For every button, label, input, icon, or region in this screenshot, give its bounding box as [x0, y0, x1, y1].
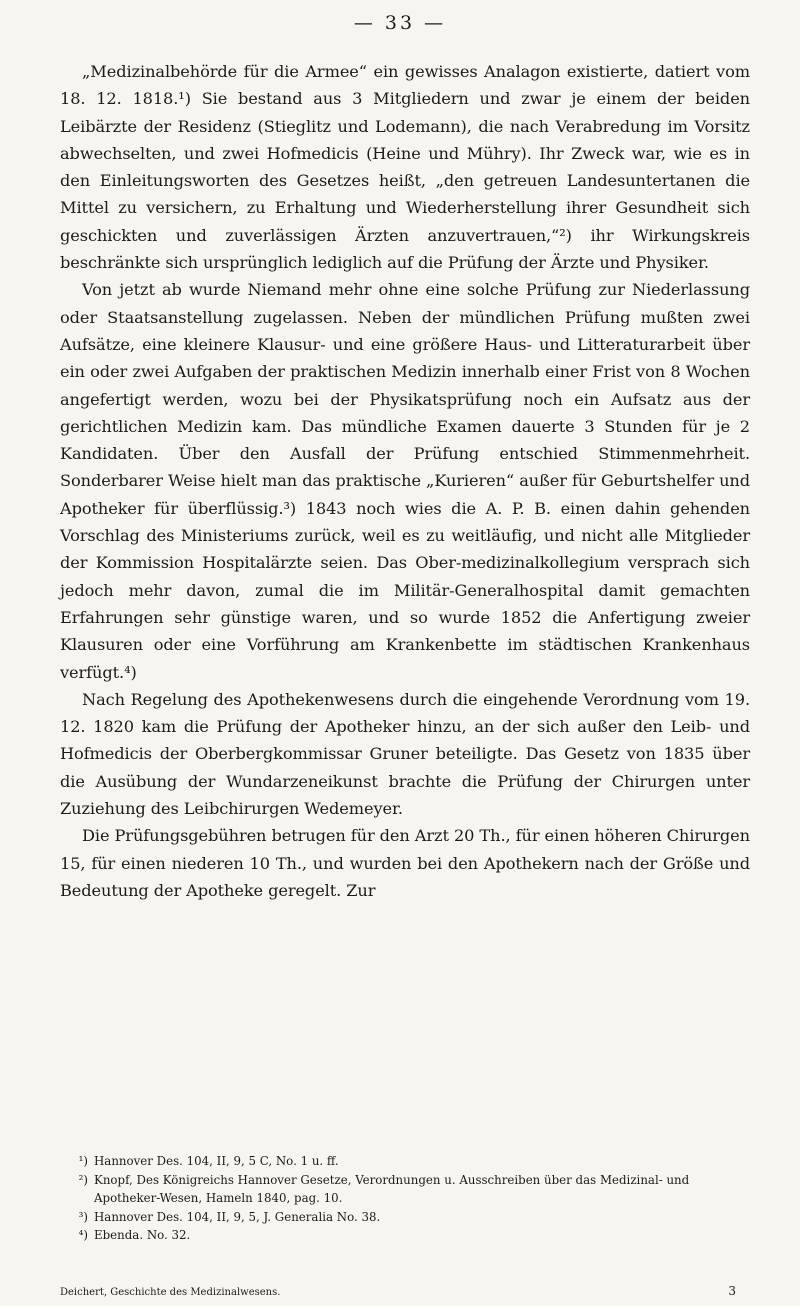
paragraph: Von jetzt ab wurde Niemand mehr ohne eine solche Prüfung zur Niederlassung oder Staatsanstellung zugelassen. Neben der mündlichen Prüfung mußten zwei Aufsätze, eine kleinere Klausur- und eine größere Haus- und Litteraturarbeit über ein oder zwei Aufgaben der praktischen Medizin innerhalb einer Frist von 8 Wochen angefertigt werden, wozu bei der Physikatsprüfung noch ein Aufsatz aus der gerichtlichen Medizin kam. Das mündliche Examen dauerte 3 Stunden für je 2 Kandidaten. Über den Ausfall der Prüfung entschied Stimmenmehrheit. Sonderbarer Weise hielt man das praktische „Kurieren“ außer für Geburtshelfer und Apotheker für überflüssig.³) 1843 noch wies die A. P. B. einen dahin gehenden Vorschlag des Ministeriums zurück, weil es zu weitläufig, und nicht alle Mitglieder der Kommission Hospitalärzte seien. Das Ober-medizinalkollegium versprach sich jedoch mehr davon, zumal die im Militär-Generalhospital damit gemachten Erfahrungen sehr günstige waren, und so wurde 1852 die Anfertigung zweier Klausuren oder eine Vorführung am Krankenbette im städtischen Krankenhaus verfügt.⁴) [60, 280, 750, 682]
paragraph: Die Prüfungsgebühren betrugen für den Arzt 20 Th., für einen höheren Chirurgen 15, für einen niederen 10 Th., und wurden bei den Apothekern nach der Größe und Bedeutung der Apotheke geregelt. Zur [60, 826, 750, 900]
footnote-text: Hannover Des. 104, II, 9, 5 C, No. 1 u. ff. [94, 1154, 339, 1168]
footnote [60, 1171, 750, 1208]
footnote-mark: ²) [78, 1172, 88, 1187]
paragraph: Nach Regelung des Apothekenwesens durch die eingehende Verordnung vom 19. 12. 1820 kam die Prüfung der Apotheker hinzu, an der sich außer den Leib- und Hofmedicis der Oberbergkommissar Gruner beteiligte. Das Gesetz von 1835 über die Ausübung der Wundarzeneikunst brachte die Prüfung der Chirurgen unter Zuziehung des Leibchirurgen Wedemeyer. [60, 689, 750, 819]
signature-mark: 3 [728, 1284, 736, 1298]
footnote-text: Ebenda. No. 32. [94, 1228, 191, 1242]
footnote [60, 1152, 750, 1171]
paragraph: „Medizinalbehörde für die Armee“ ein gewisses Analagon existierte, datiert vom 18. 12. 1818.¹) Sie bestand aus 3 Mitgliedern und zwar je einem der beiden Leibärzte der Residenz (Stieglitz und Lodemann), die nach Verabredung im Vorsitz abwechselten, und zwei Hofmedicis (Heine und Mühry). Ihr Zweck war, wie es in den Einleitungsworten des Gesetzes heißt, „den getreuen Landesuntertanen die Mittel zu versichern, zu Erhaltung und Wiederherstellung ihrer Gesundheit sich geschickten und zuverlässigen Ärzten anzuvertrauen,“²) ihr Wirkungskreis beschränkte sich ursprünglich lediglich auf die Prüfung der Ärzte und Physiker. [60, 62, 750, 273]
footnote-text: Knopf, Des Königreichs Hannover Gesetze, Verordnungen u. Ausschreiben über das Medizinal- und Apotheker-Wesen, Hameln 1840, pag. 10. [94, 1172, 690, 1205]
footnote-mark: ⁴) [78, 1228, 88, 1242]
body-text [60, 58, 750, 904]
footnotes [60, 1152, 750, 1245]
footnote-mark: ¹) [78, 1154, 88, 1168]
footnote [60, 1208, 750, 1227]
footnote-text: Hannover Des. 104, II, 9, 5, J. Generalia No. 38. [94, 1209, 381, 1224]
page-number: — 33 — [353, 12, 447, 34]
page-footer [60, 1284, 750, 1298]
footnote [60, 1226, 750, 1245]
running-footer: Deichert, Geschichte des Medizinalwesens. [60, 1287, 281, 1298]
footnote-mark: ³) [78, 1209, 88, 1224]
